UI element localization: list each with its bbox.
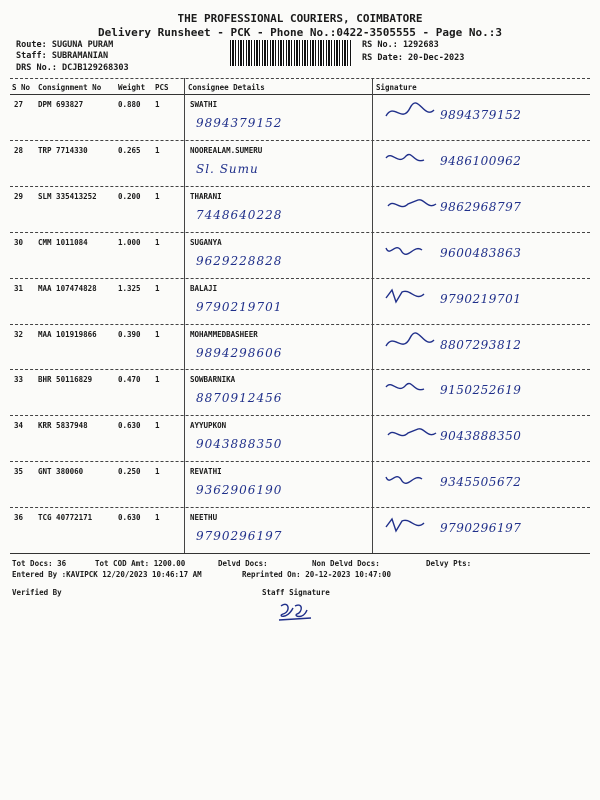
row-weight: 0.630 xyxy=(118,421,141,431)
row-consignment-no: KRR 5837948 xyxy=(38,421,88,431)
row-sno: 34 xyxy=(14,421,24,431)
delvd-docs: Delvd Docs: xyxy=(218,559,268,568)
row-signature-phone: 9043888350 xyxy=(440,429,522,444)
row-signature-scribble xyxy=(384,194,440,220)
col-pcs: PCS xyxy=(155,83,169,92)
row-consignment-no: MAA 107474828 xyxy=(38,283,97,293)
row-weight: 0.200 xyxy=(118,191,141,201)
row-pcs: 1 xyxy=(155,191,160,201)
row-signature-scribble xyxy=(384,377,440,403)
drs-number: DRS No.: DCJB129268303 xyxy=(16,63,129,73)
row-consignment-no: BHR 50116829 xyxy=(38,375,93,385)
row-signature-phone: 9345505672 xyxy=(440,475,522,490)
verified-by: Verified By xyxy=(12,588,62,597)
reprinted-on: Reprinted On: 20-12-2023 10:47:00 xyxy=(242,570,392,579)
non-delvd-docs: Non Delvd Docs: xyxy=(312,559,380,568)
row-signature-phone: 9790296197 xyxy=(440,521,522,536)
row-separator xyxy=(10,186,590,187)
row-weight: 0.470 xyxy=(118,375,141,385)
row-handwritten-phone: 9362906190 xyxy=(196,483,283,498)
staff-label: Staff: SUBRAMANIAN xyxy=(16,51,109,61)
row-weight: 1.000 xyxy=(118,237,141,247)
divider-signature xyxy=(372,78,373,553)
row-consignment-no: MAA 101919866 xyxy=(38,329,97,339)
row-consignee-name: REVATHI xyxy=(190,467,222,477)
row-consignee-name: NEETHU xyxy=(190,513,218,523)
row-separator xyxy=(10,461,590,462)
row-pcs: 1 xyxy=(155,283,160,293)
row-weight: 0.880 xyxy=(118,100,141,109)
row-signature-phone: 9150252619 xyxy=(440,383,522,398)
row-signature-scribble xyxy=(384,286,440,312)
row-consignment-no: GNT 380060 xyxy=(38,467,84,477)
delvy-pts: Delvy Pts: xyxy=(426,559,472,568)
row-consignee-name: AYYUPKON xyxy=(190,421,227,431)
row-sno: 31 xyxy=(14,283,24,293)
row-consignee-name: SWATHI xyxy=(190,100,218,109)
row-consignee-name: MOHAMMEDBASHEER xyxy=(190,329,258,339)
col-weight: Weight xyxy=(118,83,146,92)
row-weight: 0.390 xyxy=(118,329,141,339)
col-consignee: Consignee Details xyxy=(188,83,265,92)
row-signature-scribble xyxy=(384,332,440,358)
row-handwritten-phone: 7448640228 xyxy=(196,207,283,222)
row-handwritten-phone: 8870912456 xyxy=(196,391,283,406)
row-signature-scribble xyxy=(384,515,440,541)
row-consignment-no: CMM 1011084 xyxy=(38,237,88,247)
tot-cod: Tot COD Amt: 1200.00 xyxy=(95,559,186,568)
row-handwritten-phone: 9043888350 xyxy=(196,437,283,452)
row-signature-scribble xyxy=(384,469,440,495)
footer-rule xyxy=(10,553,590,554)
row-pcs: 1 xyxy=(155,329,160,339)
route-label: Route: SUGUNA PURAM xyxy=(16,40,114,50)
row-consignment-no: TCG 40772171 xyxy=(38,513,93,523)
row-separator xyxy=(10,324,590,325)
row-sno: 29 xyxy=(14,191,24,201)
row-separator xyxy=(10,507,590,508)
col-sno: S No xyxy=(12,83,31,92)
divider-consignee xyxy=(184,78,185,553)
row-separator xyxy=(10,278,590,279)
row-weight: 0.265 xyxy=(118,145,141,155)
runsheet-subtitle: Delivery Runsheet - PCK - Phone No.:0422-3505555 - Page No.:3 xyxy=(98,26,502,39)
row-signature-scribble xyxy=(384,423,440,449)
company-title: THE PROFESSIONAL COURIERS, COIMBATORE xyxy=(177,12,423,25)
row-signature-scribble xyxy=(384,148,440,174)
row-pcs: 1 xyxy=(155,467,160,477)
row-weight: 0.630 xyxy=(118,513,141,523)
row-weight: 1.325 xyxy=(118,283,141,293)
row-pcs: 1 xyxy=(155,421,160,431)
rs-date: RS Date: 20-Dec-2023 xyxy=(362,53,465,63)
row-consignee-name: NOOREALAM.SUMERU xyxy=(190,145,263,155)
row-consignment-no: SLM 335413252 xyxy=(38,191,97,201)
row-consignee-name: SOWBARNIKA xyxy=(190,375,236,385)
row-signature-phone: 8807293812 xyxy=(440,337,522,352)
row-handwritten-phone: 9790219701 xyxy=(196,299,283,314)
row-signature-phone: 9790219701 xyxy=(440,291,522,306)
row-sno: 28 xyxy=(14,145,24,155)
row-sno: 35 xyxy=(14,467,24,477)
row-pcs: 1 xyxy=(155,513,160,523)
row-signature-scribble xyxy=(384,240,440,266)
row-handwritten-phone: 9894379152 xyxy=(196,116,283,130)
col-signature: Signature xyxy=(376,83,417,92)
rs-number: RS No.: 1292683 xyxy=(362,40,439,50)
row-pcs: 1 xyxy=(155,375,160,385)
row-sno: 32 xyxy=(14,329,24,339)
row-pcs: 1 xyxy=(155,100,160,109)
row-sno: 27 xyxy=(14,100,24,109)
barcode xyxy=(230,40,352,66)
entered-by: Entered By :KAVIPCK 12/20/2023 10:46:17 AM xyxy=(12,570,202,579)
row-consignee-name: THARANI xyxy=(190,191,222,201)
row-handwritten-phone: 9790296197 xyxy=(196,529,283,544)
tot-docs: Tot Docs: 36 xyxy=(12,559,67,568)
row-sno: 36 xyxy=(14,513,24,523)
row-handwritten-phone: Sl. Sumu xyxy=(196,161,259,176)
row-pcs: 1 xyxy=(155,145,160,155)
header-rule-top xyxy=(10,78,590,79)
staff-signature-mark xyxy=(275,598,315,624)
row-signature-phone: 9862968797 xyxy=(440,199,522,214)
row-separator xyxy=(10,232,590,233)
row-separator xyxy=(10,140,590,141)
row-separator xyxy=(10,415,590,416)
row-handwritten-phone: 9894298606 xyxy=(196,345,283,360)
row-consignee-name: BALAJI xyxy=(190,283,218,293)
row-weight: 0.250 xyxy=(118,467,141,477)
row-handwritten-phone: 9629228828 xyxy=(196,253,283,268)
col-consignment: Consignment No xyxy=(38,83,102,92)
row-sno: 30 xyxy=(14,237,24,247)
row-pcs: 1 xyxy=(155,237,160,247)
staff-signature-label: Staff Signature xyxy=(262,588,330,597)
row-separator xyxy=(10,369,590,370)
row-signature-phone: 9894379152 xyxy=(440,108,522,122)
row-consignee-name: SUGANYA xyxy=(190,237,222,247)
row-signature-phone: 9600483863 xyxy=(440,245,522,260)
row-consignment-no: DPM 693827 xyxy=(38,100,84,109)
row-sno: 33 xyxy=(14,375,24,385)
row-signature-scribble xyxy=(384,102,440,128)
row-signature-phone: 9486100962 xyxy=(440,153,522,168)
header-rule-bottom xyxy=(10,94,590,95)
row-consignment-no: TRP 7714330 xyxy=(38,145,88,155)
